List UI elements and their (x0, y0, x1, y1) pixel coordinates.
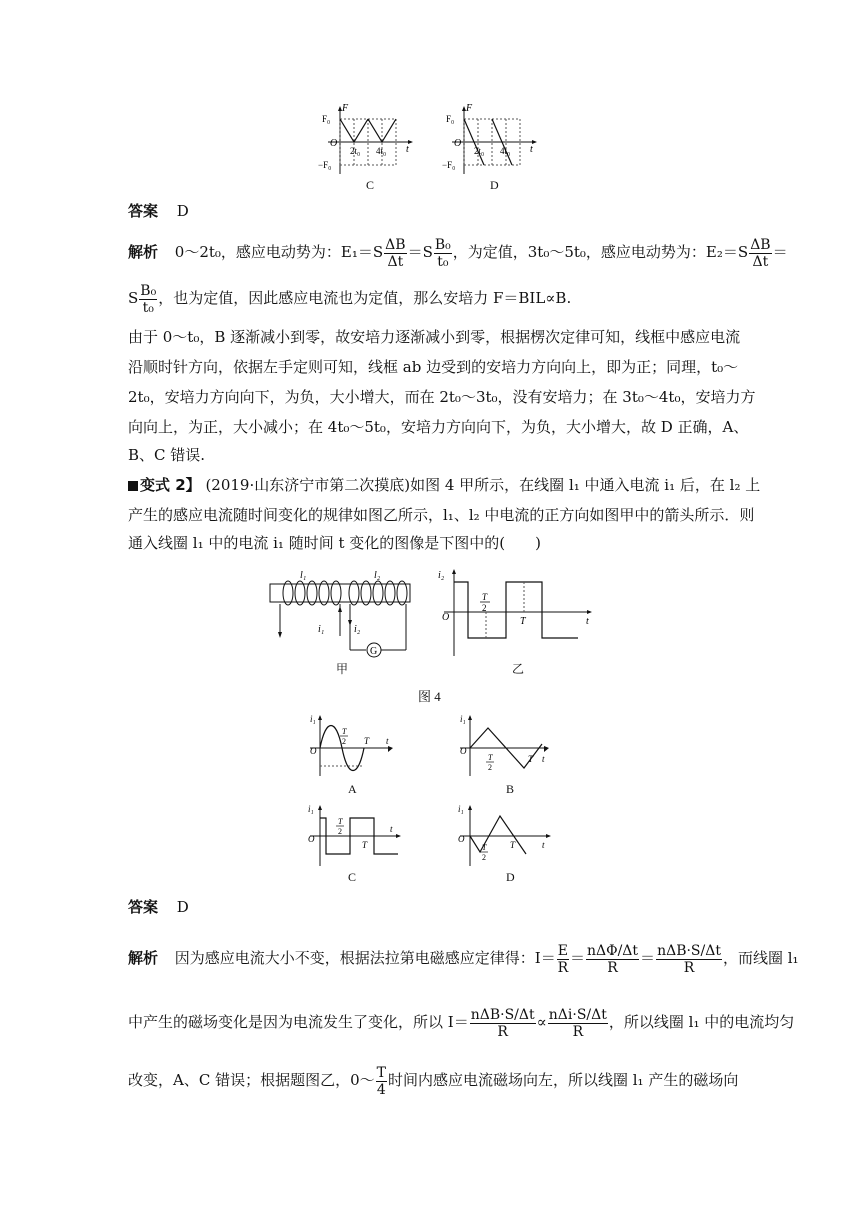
analysis1-text: 0～2t₀，感应电动势为：E₁＝S (174, 243, 384, 261)
option-c-origin: O (308, 834, 315, 844)
analysis-label: 解析 (128, 949, 159, 967)
figure4-title: 图 4 (418, 689, 441, 704)
option-a-ylabel: i₁ (310, 714, 316, 724)
answer-value: D (176, 202, 189, 220)
graph-d-t: t (530, 144, 533, 155)
fraction: $\frac{\text{nΔB·S/Δt}}{R}$ (470, 1006, 535, 1040)
analysis1-para: B、C 错误. (128, 446, 206, 464)
fig4-l1: l₁ (300, 570, 307, 581)
analysis1-text: ，也为定值，因此感应电流也为定值，那么安培力 F＝BIL∝B. (158, 289, 572, 307)
graph-c-ylabel: F (342, 103, 349, 114)
analysis2-text: 时间内感应电流磁场向左，所以线圈 l₁ 产生的磁场向 (387, 1071, 739, 1089)
option-a-half-den: 2 (342, 737, 346, 746)
graph-c-tick1: 2t₀ (350, 146, 361, 156)
graph-c-curve2 (368, 119, 396, 142)
option-d-caption: D (506, 870, 515, 884)
option-b-caption: B (506, 782, 515, 796)
option-a-half-num: T (342, 727, 347, 736)
variant-line3: 通入线圈 l₁ 中的电流 i₁ 随时间 t 变化的图像是下图中的( ) (128, 534, 541, 552)
option-d-half-num: T (482, 843, 487, 852)
fraction: $\frac{\text{nΔB·S/Δt}}{R}$ (657, 942, 721, 976)
figure4-yi (436, 566, 596, 666)
fig4-i2: i₂ (354, 624, 361, 635)
option-c-half-num: T (338, 817, 343, 826)
graph-d-f0: F₀ (446, 114, 455, 124)
fraction: $\frac{\text{nΔi·S/Δt}}{R}$ (548, 1006, 607, 1040)
graph-c-f0: F₀ (322, 114, 331, 124)
analysis1-line2 (128, 280, 738, 316)
graph-d-tick2: 4t₀ (500, 146, 511, 156)
answer-line-1 (128, 200, 738, 222)
yi-t: t (586, 616, 589, 627)
option-c-t: t (390, 824, 393, 834)
answer-line-2 (128, 896, 738, 918)
analysis1-para: 2t₀，安培力方向向下，为负，大小增大，而在 2t₀～3t₀，没有安培力；在 3t₀～4t₀，安培力方 (128, 388, 756, 406)
graph-d-ylabel: F (466, 103, 473, 114)
option-c-caption: C (348, 870, 357, 884)
analysis2-text: 因为感应电流大小不变，根据法拉第电磁感应定律得：I＝ (174, 949, 556, 967)
galvanometer-label: G (370, 646, 378, 657)
equals: ＝ (569, 949, 585, 967)
analysis2-line3 (128, 1062, 738, 1098)
graph-d-negf0: −F₀ (442, 160, 456, 170)
fraction: $\frac{\text{B₀}}{\text{t₀}}$ (140, 282, 157, 316)
fraction: $\frac{\Delta B}{\Delta t}$ (385, 236, 406, 270)
figure4-yi-caption: 乙 (512, 662, 525, 676)
fraction: $\frac{T}{4}$ (376, 1064, 386, 1098)
answer-label: 答案 (128, 202, 159, 220)
analysis1-text: ＝S (407, 243, 433, 261)
option-b-ylabel: i₁ (460, 714, 466, 724)
analysis2-line1 (128, 938, 799, 978)
option-b-origin: O (460, 746, 467, 756)
yi-origin: O (442, 612, 450, 623)
option-a-graph (306, 712, 396, 782)
graph-c-tick2: 4t₀ (376, 146, 387, 156)
option-d-T: T (510, 840, 516, 850)
analysis2-text: 中产生的磁场变化是因为电流发生了变化，所以 I＝ (128, 1013, 469, 1031)
analysis1-line1 (128, 234, 788, 270)
option-c-T: T (362, 840, 368, 850)
answer-label: 答案 (128, 898, 159, 916)
option-d-curve (470, 816, 526, 854)
yi-ylabel: i₂ (438, 570, 445, 581)
answer-value: D (176, 898, 189, 916)
fig4-l2: l₂ (374, 570, 381, 581)
graph-c-caption: C (366, 178, 375, 192)
graph-c-curve (340, 119, 368, 142)
analysis1-text: S (128, 289, 139, 307)
option-a-T: T (364, 736, 370, 746)
analysis2-text: ，而线圈 l₁ (722, 949, 799, 967)
bracket-icon (128, 481, 138, 491)
option-d-t: t (542, 840, 545, 850)
equals: ＝ (640, 949, 656, 967)
variant-line1 (128, 474, 761, 496)
fraction: $\frac{\text{nΔΦ/Δt}}{R}$ (586, 942, 639, 976)
analysis2-line2 (128, 1002, 795, 1042)
option-a-t: t (386, 736, 389, 746)
graph-d-caption: D (490, 178, 499, 192)
option-d-graph (456, 802, 556, 872)
yi-waveform (454, 582, 578, 638)
analysis1-text: ，为定值，3t₀～5t₀，感应电动势为：E₂＝S (452, 243, 749, 261)
analysis2-text: 改变，A、C 错误；根据题图乙，0～ (128, 1071, 375, 1089)
fraction: $\frac{\Delta B}{\Delta t}$ (750, 236, 771, 270)
fraction: $\frac{E}{R}$ (557, 942, 569, 976)
graph-d-tick1: 2t₀ (474, 146, 485, 156)
analysis1-text: ＝ (772, 243, 788, 261)
option-c-graph (306, 802, 406, 872)
option-d-ylabel: i₁ (458, 804, 464, 814)
analysis1-para: 由于 0～t₀，B 逐渐减小到零，故安培力逐渐减小到零，根据楞次定律可知，线框中感应电流 (128, 328, 741, 346)
option-a-caption: A (348, 782, 357, 796)
yi-half-num: T (482, 592, 488, 602)
yi-half-den: 2 (482, 603, 487, 613)
analysis-label: 解析 (128, 243, 159, 261)
figure4-jia-caption: 甲 (336, 662, 349, 676)
analysis1-para: 向向上，为正，大小减小；在 4t₀～5t₀，安培力方向向下，为负，大小增大，故 D 正确，A、 (128, 418, 749, 436)
graph-c-origin: O (330, 138, 338, 149)
analysis1-para: 沿顺时针方向，依据左手定则可知，线框 ab 边受到的安培力方向向上，即为正；同理，t₀～ (128, 358, 739, 376)
graph-c-negf0: −F₀ (318, 160, 332, 170)
fig4-i1: i₁ (318, 624, 325, 635)
fraction: $\frac{\text{B₀}}{\text{t₀}}$ (434, 236, 451, 270)
graph-c-t: t (406, 144, 409, 155)
option-b-half-num: T (488, 753, 493, 762)
option-d-origin: O (458, 834, 465, 844)
variant-line2: 产生的感应电流随时间变化的规律如图乙所示，l₁、l₂ 中电流的正方向如图甲中的箭头所示．则 (128, 506, 755, 524)
option-b-T: T (528, 754, 534, 764)
yi-T: T (520, 616, 526, 627)
variant-text: (2019·山东济宁市第二次摸底)如图 4 甲所示，在线圈 l₁ 中通入电流 i₁ 后，在 l₂ 上 (205, 476, 761, 494)
analysis2-text: ，所以线圈 l₁ 中的电流均匀 (608, 1013, 795, 1031)
graph-d-origin: O (454, 138, 462, 149)
option-b-t: t (542, 754, 545, 764)
coil-l2 (349, 581, 407, 605)
variant-tag: 变式 2】 (140, 476, 201, 494)
option-d-half-den: 2 (482, 853, 486, 862)
coil-l1 (283, 581, 341, 605)
option-a-origin: O (310, 746, 317, 756)
option-c-ylabel: i₁ (308, 804, 314, 814)
option-c-half-den: 2 (338, 827, 342, 836)
option-b-half-den: 2 (488, 763, 492, 772)
proportional: ∝ (536, 1013, 547, 1031)
option-b-graph (456, 712, 556, 782)
